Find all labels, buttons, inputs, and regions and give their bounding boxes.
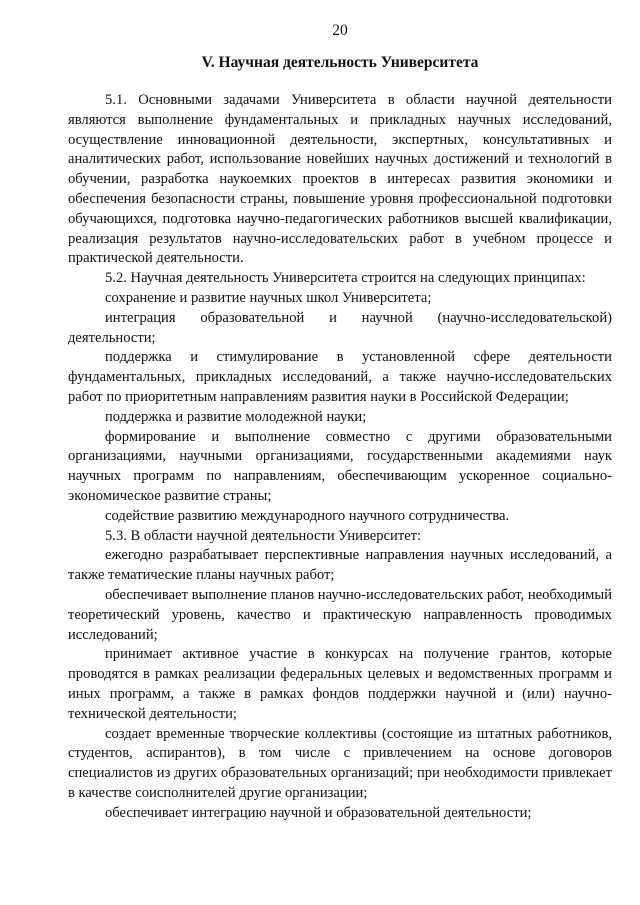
principle-youth-science: поддержка и развитие молодежной науки; — [105, 408, 367, 425]
principle-scientific-schools: сохранение и развитие научных школ Университета; — [105, 289, 432, 306]
principle-joint-programs: формирование и выполнение совместно с другими образовательными организациями, научными организациями, государственными академиями наук научных программ по направлениям, обеспечивающим ускоренное социально-экономическое развитие страны; — [68, 428, 612, 504]
activity-research-directions: ежегодно разрабатывает перспективные направления научных исследований, а также тематические планы научных работ; — [68, 547, 612, 584]
paragraph-5-3: 5.3. В области научной деятельности Университет: — [105, 527, 422, 544]
paragraph-5-2: 5.2. Научная деятельность Университета строится на следующих принципах: — [105, 270, 586, 287]
section-title: V. Научная деятельность Университета — [201, 54, 479, 71]
activity-integration: обеспечивает интеграцию научной и образовательной деятельности; — [105, 804, 532, 821]
body-text — [68, 91, 612, 823]
page-number: 20 — [332, 22, 348, 39]
paragraph-5-1: 5.1. Основными задачами Университета в области научной деятельности являются выполнение фундаментальных и прикладных научных исследований, осуществление инновационной деятельности, экспертных, консультативных и аналитических работ, использование новейших научных достижений и технологий в обучении, разработка наукоемких проектов в интересах развития экономики и обеспечения безопасности страны, повышение уровня профессиональной подготовки обучающихся, подготовка научно-педагогических работников высшей квалификации, реализация результатов научно-исследовательских работ в учебном процессе и практической деятельности. — [68, 92, 612, 267]
principle-integration: интеграция образовательной и научной (научно-исследовательской) деятельности; — [68, 309, 612, 346]
principle-international-cooperation: содействие развитию международного научного сотрудничества. — [105, 507, 510, 524]
activity-creative-teams: создает временные творческие коллективы (состоящие из штатных работников, студентов, аспирантов), в том числе с привлечением на основе договоров специалистов из других образовательных организаций; при необходимости привлекает в качестве соисполнителей другие организации; — [68, 725, 612, 801]
activity-plan-execution: обеспечивает выполнение планов научно-исследовательских работ, необходимый теоретический уровень, качество и практическую направленность проводимых исследований; — [68, 586, 612, 643]
principle-support-research: поддержка и стимулирование в установленной сфере деятельности фундаментальных, прикладных исследований, а также научно-исследовательских работ по приоритетным направлениям развития науки в Российской Федерации; — [68, 349, 612, 405]
activity-grant-competitions: принимает активное участие в конкурсах на получение грантов, которые проводятся в рамках реализации федеральных целевых и ведомственных программ и иных программ, а также в рамках фондов поддержки научной и (или) научно-технической деятельности; — [68, 646, 612, 722]
